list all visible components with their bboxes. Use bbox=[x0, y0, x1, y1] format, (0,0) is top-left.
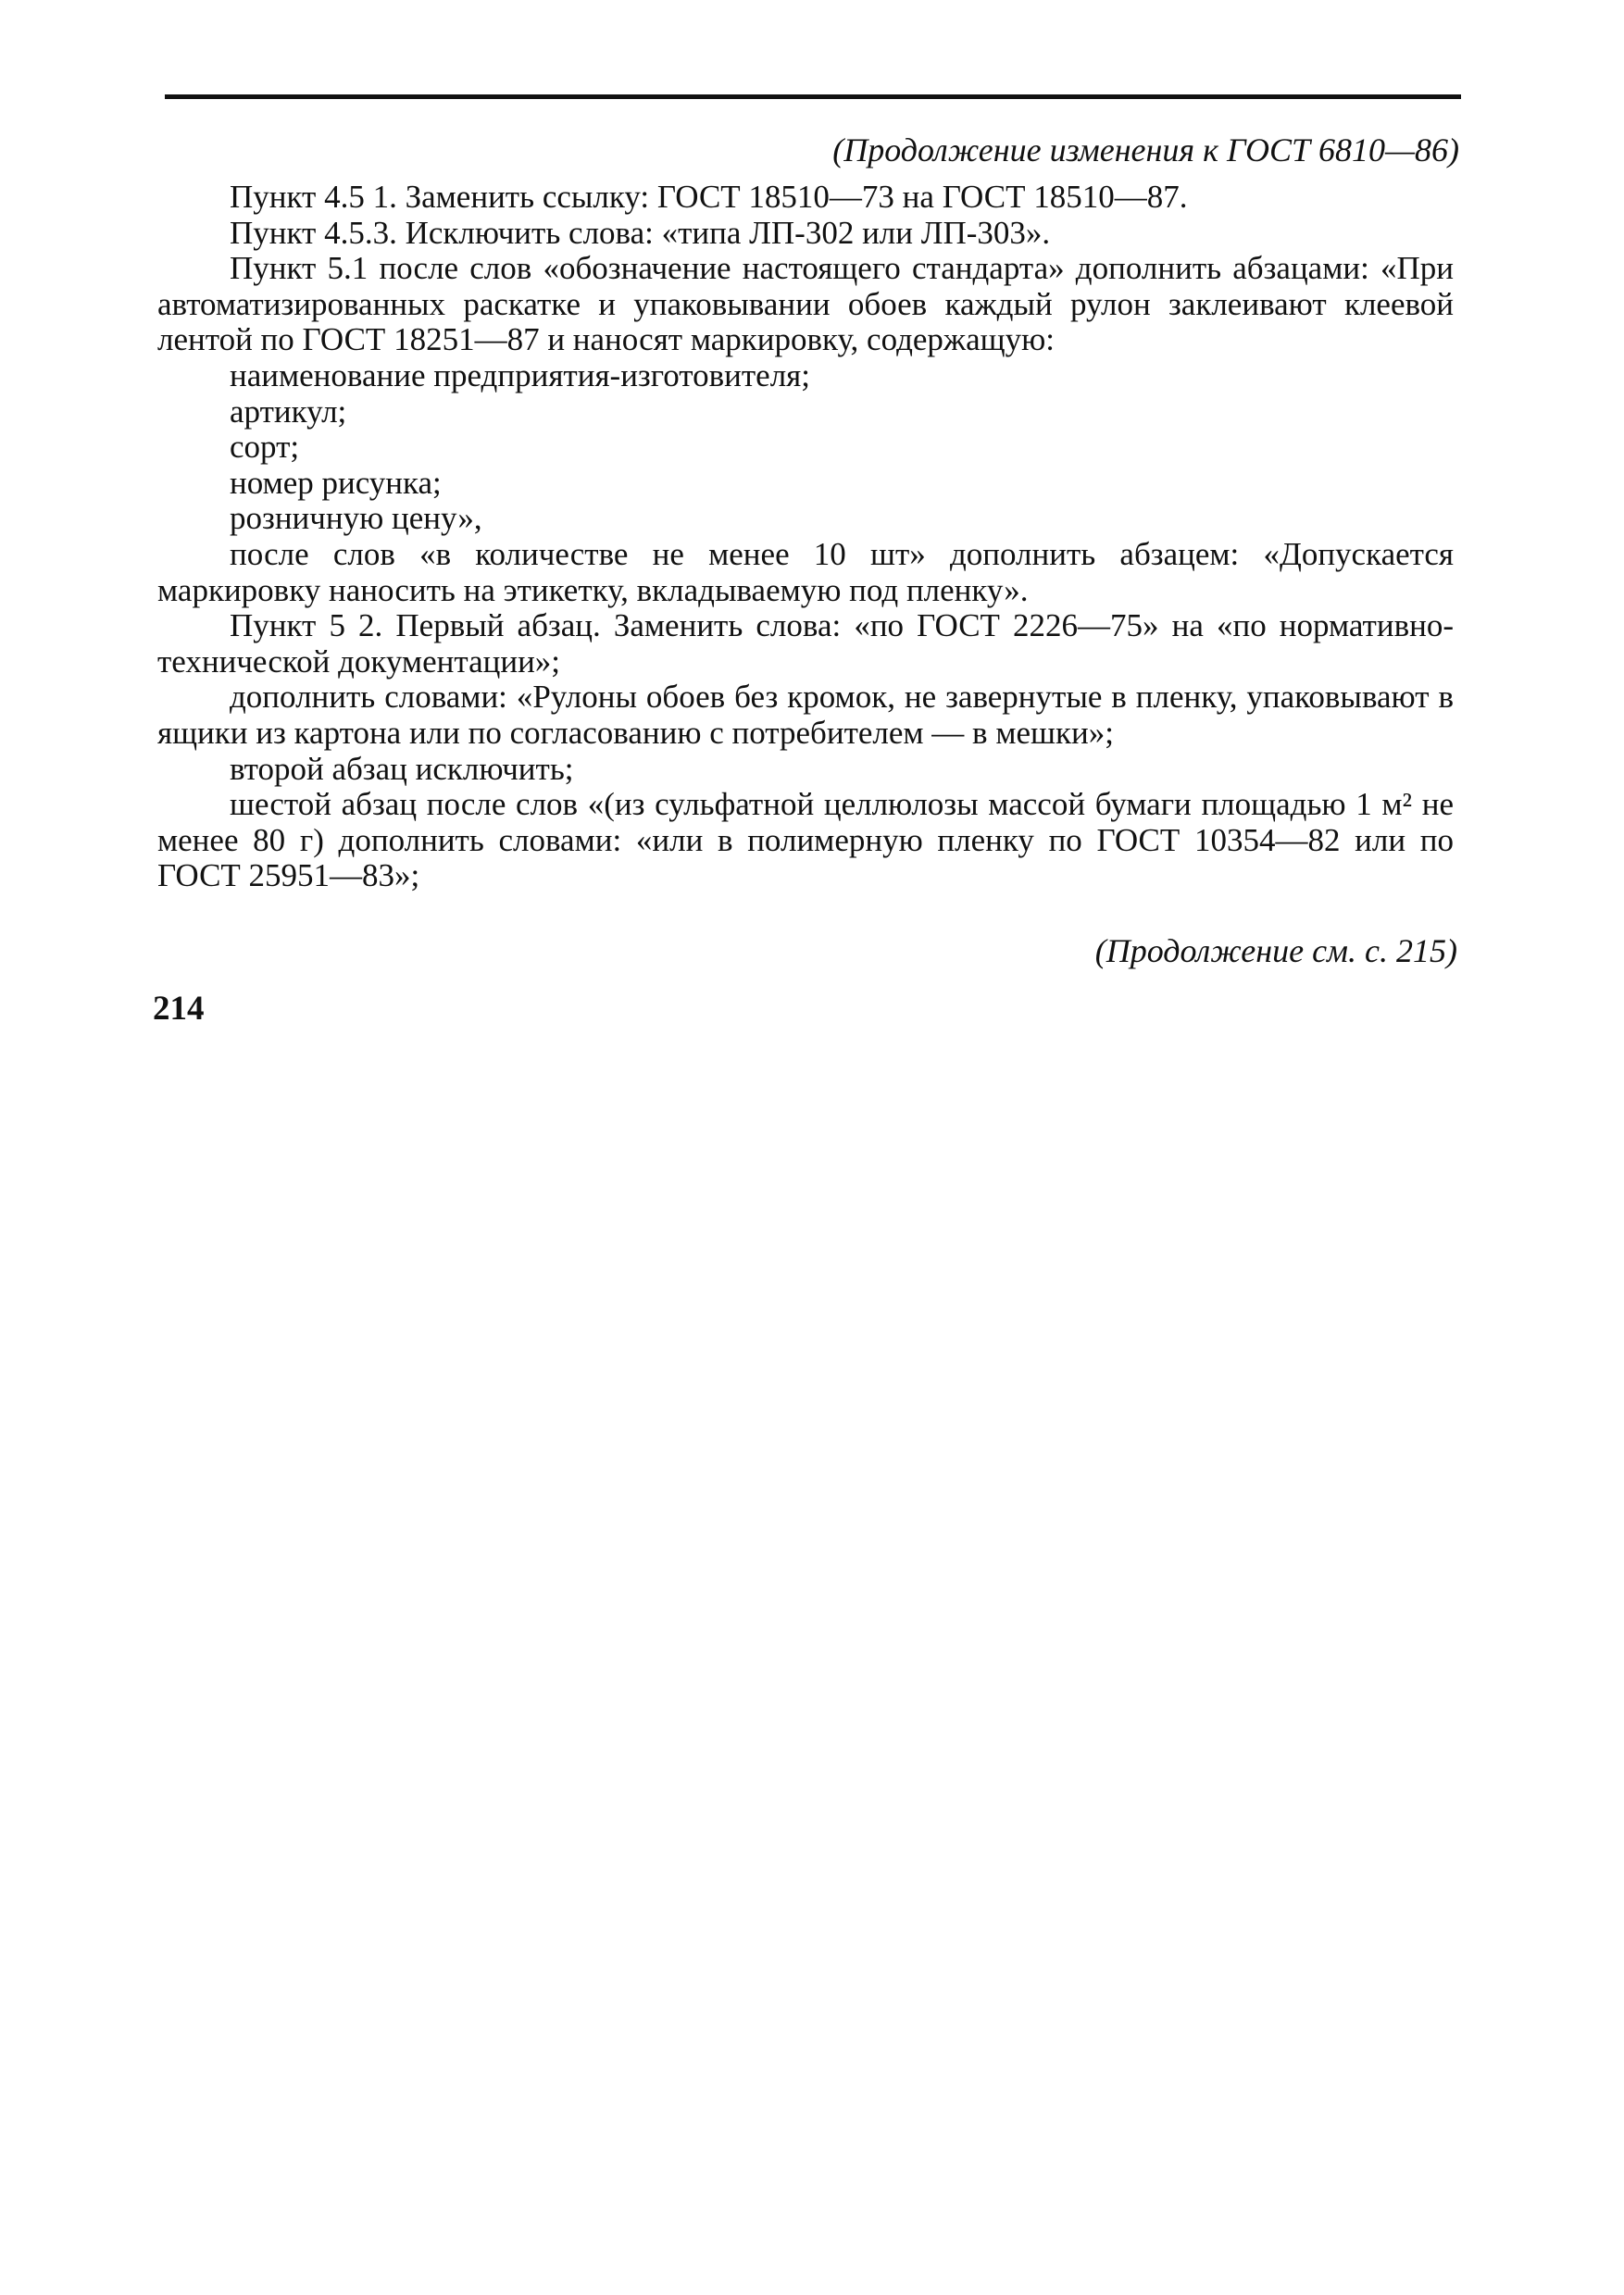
list-item-manufacturer: наименование предприятия-изготовителя; bbox=[230, 356, 810, 393]
list-item-retail-price: розничную цену», bbox=[230, 500, 482, 537]
top-rule bbox=[165, 94, 1461, 99]
paragraph-quantity: после слов «в количестве не менее 10 шт» дополнить абзацем: «Допускается маркировку наносить на этикетку, вкладываемую под пленку». bbox=[157, 535, 1454, 608]
paragraph-supplement: дополнить словами: «Рулоны обоев без кромок, не завернутые в пленку, упаковывают в ящики из картона или по согласованию с потребителем — в мешки»; bbox=[157, 679, 1454, 751]
continuation-footer: (Продолжение см. с. 215) bbox=[1094, 932, 1457, 969]
continuation-header: (Продолжение изменения к ГОСТ 6810—86) bbox=[832, 131, 1459, 168]
paragraph-sixth: шестой абзац после слов «(из сульфатной целлюлозы массой бумаги площадью 1 м² не менее 80 г) дополнить словами: «или в полимерную пленку по ГОСТ 10354—82 или по ГОСТ 25951—83»; bbox=[157, 786, 1454, 894]
paragraph-second-exclude: второй абзац исключить; bbox=[230, 750, 574, 787]
paragraph-4-5-3: Пункт 4.5.3. Исключить слова: «типа ЛП-302 или ЛП-303». bbox=[230, 214, 1051, 251]
paragraph-5-2: Пункт 5 2. Первый абзац. Заменить слова: «по ГОСТ 2226—75» на «по нормативно-технической документации»; bbox=[157, 607, 1454, 680]
paragraph-4-5-1: Пункт 4.5 1. Заменить ссылку: ГОСТ 18510—73 на ГОСТ 18510—87. bbox=[230, 179, 1188, 215]
page-number: 214 bbox=[153, 990, 205, 1028]
paragraph-5-1: Пункт 5.1 после слов «обозначение настоящего стандарта» дополнить абзацами: «При автоматизированных раскатке и упаковывании обоев каждый рулон заклеивают клеевой лентой по ГОСТ 18251—87 и наносят маркировку, содержащую: bbox=[157, 250, 1454, 358]
list-item-grade: сорт; bbox=[230, 429, 300, 466]
list-item-article: артикул; bbox=[230, 393, 347, 430]
list-item-pattern-number: номер рисунка; bbox=[230, 464, 442, 501]
document-body bbox=[157, 180, 1454, 894]
